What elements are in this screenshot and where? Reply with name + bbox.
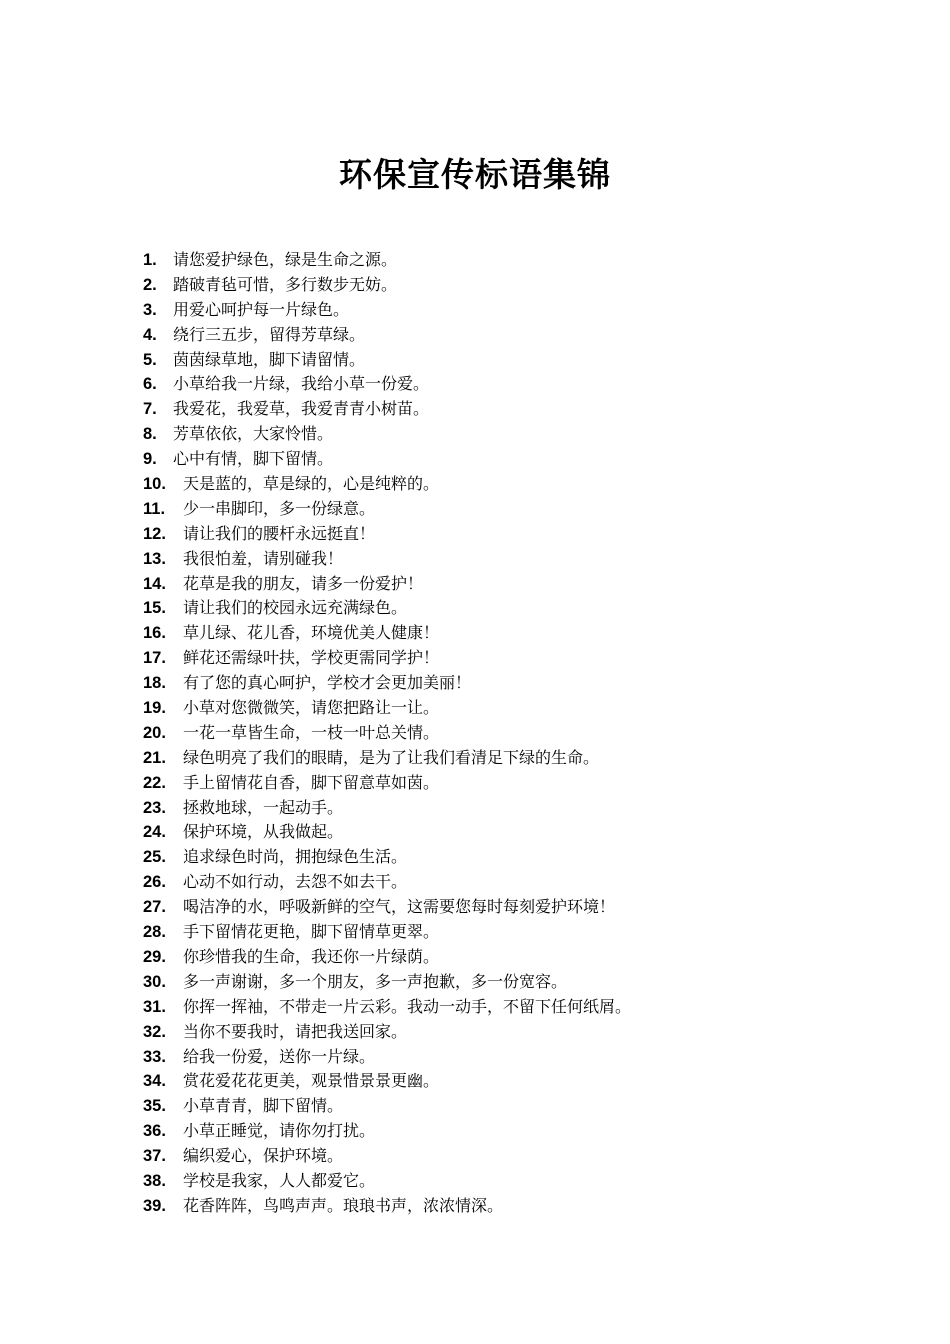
document-title: 环保宣传标语集锦 [339, 155, 611, 194]
slogan-text: 草儿绿、花儿香，环境优美人健康！ [183, 623, 440, 643]
slogan-item [143, 746, 903, 771]
slogan-number: 14. [143, 574, 166, 593]
slogan-item [143, 273, 903, 298]
slogan-text: 天是蓝的，草是绿的，心是纯粹的。 [183, 474, 440, 494]
slogan-number: 16. [143, 624, 166, 643]
slogan-item [143, 348, 903, 373]
slogan-text: 小草青青，脚下留情。 [183, 1096, 344, 1116]
slogan-item [143, 547, 903, 572]
slogan-text: 我很怕羞，请别碰我！ [183, 548, 344, 568]
slogan-item [143, 1144, 903, 1169]
slogan-item [143, 1094, 903, 1119]
slogan-number: 8. [143, 425, 157, 444]
slogan-text: 花草是我的朋友，请多一份爱护！ [183, 573, 424, 593]
slogan-item [143, 572, 903, 597]
slogan-number: 31. [143, 997, 166, 1016]
slogan-text: 请让我们的腰杆永远挺直！ [183, 523, 376, 543]
slogan-number: 1. [143, 251, 157, 269]
slogan-number: 18. [143, 674, 166, 693]
slogan-item [143, 1045, 903, 1070]
slogan-number: 5. [143, 350, 157, 369]
slogan-text: 手下留情花更艳，脚下留情草更翠。 [183, 922, 440, 942]
slogan-text: 小草正睡觉，请你勿打扰。 [183, 1121, 376, 1141]
slogan-text: 鲜花还需绿叶扶，学校更需同学护！ [183, 648, 440, 668]
slogan-text: 踏破青毡可惜，多行数步无妨。 [173, 274, 398, 294]
slogan-number: 9. [143, 450, 157, 469]
slogan-number: 12. [143, 524, 166, 543]
slogan-item [143, 1119, 903, 1144]
slogan-text: 请您爱护绿色，绿是生命之源。 [173, 250, 398, 269]
slogan-item [143, 298, 903, 323]
slogan-item [143, 845, 903, 870]
slogan-item [143, 1194, 903, 1219]
slogan-number: 11. [143, 499, 166, 518]
slogan-number: 27. [143, 898, 166, 917]
slogan-text: 我爱花，我爱草，我爱青青小树苗。 [173, 399, 430, 419]
slogan-number: 10. [143, 475, 166, 494]
slogan-text: 多一声谢谢，多一个朋友，多一声抱歉，多一份宽容。 [183, 971, 568, 991]
slogan-item [143, 945, 903, 970]
slogan-item [143, 323, 903, 348]
slogan-text: 绿色明亮了我们的眼睛，是为了让我们看清足下绿的生命。 [183, 747, 600, 767]
slogan-number: 33. [143, 1047, 166, 1066]
slogan-item [143, 472, 903, 497]
slogan-item [143, 447, 903, 472]
slogan-item [143, 895, 903, 920]
slogan-item [143, 646, 903, 671]
slogan-text: 拯救地球，一起动手。 [183, 797, 344, 817]
slogan-text: 赏花爱花花更美，观景惜景景更幽。 [183, 1071, 440, 1091]
slogan-item [143, 372, 903, 397]
slogan-number: 21. [143, 748, 166, 767]
slogan-number: 38. [143, 1171, 166, 1190]
slogan-item [143, 1169, 903, 1194]
slogan-list [143, 248, 903, 1219]
slogan-text: 手上留情花自香，脚下留意草如茵。 [183, 772, 440, 792]
slogan-text: 花香阵阵，鸟鸣声声。琅琅书声，浓浓情深。 [183, 1195, 504, 1215]
slogan-number: 15. [143, 599, 166, 618]
slogan-number: 13. [143, 549, 166, 568]
slogan-item [143, 696, 903, 721]
slogan-item [143, 796, 903, 821]
slogan-item [143, 671, 903, 696]
slogan-number: 26. [143, 873, 166, 892]
slogan-text: 追求绿色时尚，拥抱绿色生活。 [183, 847, 408, 867]
slogan-number: 32. [143, 1022, 166, 1041]
slogan-text: 编织爱心，保护环境。 [183, 1146, 344, 1166]
slogan-item [143, 920, 903, 945]
slogan-text: 心中有情，脚下留情。 [173, 449, 334, 469]
slogan-item [143, 596, 903, 621]
slogan-item [143, 1020, 903, 1045]
slogan-item [143, 497, 903, 522]
slogan-item [143, 522, 903, 547]
slogan-number: 39. [143, 1196, 166, 1215]
slogan-number: 30. [143, 972, 166, 991]
slogan-number: 3. [143, 300, 157, 319]
slogan-item [143, 870, 903, 895]
slogan-item [143, 1069, 903, 1094]
slogan-text: 你挥一挥袖，不带走一片云彩。我动一动手，不留下任何纸屑。 [183, 996, 632, 1016]
slogan-number: 23. [143, 798, 166, 817]
slogan-text: 小草给我一片绿，我给小草一份爱。 [173, 374, 430, 394]
slogan-text: 少一串脚印，多一份绿意。 [183, 498, 376, 518]
slogan-number: 4. [143, 325, 157, 344]
slogan-number: 2. [143, 275, 157, 294]
slogan-text: 心动不如行动，去怨不如去干。 [183, 872, 408, 892]
slogan-number: 36. [143, 1122, 166, 1141]
slogan-text: 用爱心呵护每一片绿色。 [173, 299, 350, 319]
slogan-item [143, 995, 903, 1020]
slogan-number: 6. [143, 375, 157, 394]
slogan-item [143, 771, 903, 796]
slogan-item [143, 422, 903, 447]
slogan-item [143, 970, 903, 995]
slogan-number: 25. [143, 848, 166, 867]
slogan-number: 22. [143, 773, 166, 792]
slogan-item [143, 820, 903, 845]
slogan-number: 19. [143, 699, 166, 718]
slogan-number: 28. [143, 923, 166, 942]
slogan-number: 7. [143, 400, 157, 419]
slogan-text: 请让我们的校园永远充满绿色。 [183, 598, 408, 618]
slogan-number: 34. [143, 1072, 166, 1091]
slogan-text: 绕行三五步，留得芳草绿。 [173, 324, 366, 344]
slogan-item [143, 721, 903, 746]
slogan-text: 学校是我家，人人都爱它。 [183, 1170, 376, 1190]
slogan-number: 35. [143, 1097, 166, 1116]
slogan-text: 芳草依依，大家怜惜。 [173, 424, 334, 444]
slogan-text: 茵茵绿草地，脚下请留情。 [173, 349, 366, 369]
slogan-number: 24. [143, 823, 166, 842]
slogan-text: 喝洁净的水，呼吸新鲜的空气，这需要您每时每刻爱护环境！ [183, 897, 616, 917]
slogan-number: 29. [143, 947, 166, 966]
slogan-text: 小草对您微微笑，请您把路让一让。 [183, 698, 440, 718]
slogan-item [143, 397, 903, 422]
slogan-text: 有了您的真心呵护，学校才会更加美丽！ [183, 673, 472, 693]
slogan-item [143, 248, 903, 273]
slogan-number: 20. [143, 723, 166, 742]
slogan-number: 17. [143, 649, 166, 668]
slogan-number: 37. [143, 1147, 166, 1166]
slogan-text: 保护环境，从我做起。 [183, 822, 344, 842]
slogan-text: 一花一草皆生命，一枝一叶总关情。 [183, 722, 440, 742]
slogan-text: 当你不要我时，请把我送回家。 [183, 1021, 408, 1041]
slogan-item [143, 621, 903, 646]
slogan-text: 你珍惜我的生命，我还你一片绿荫。 [183, 946, 440, 966]
slogan-text: 给我一份爱，送你一片绿。 [183, 1046, 376, 1066]
